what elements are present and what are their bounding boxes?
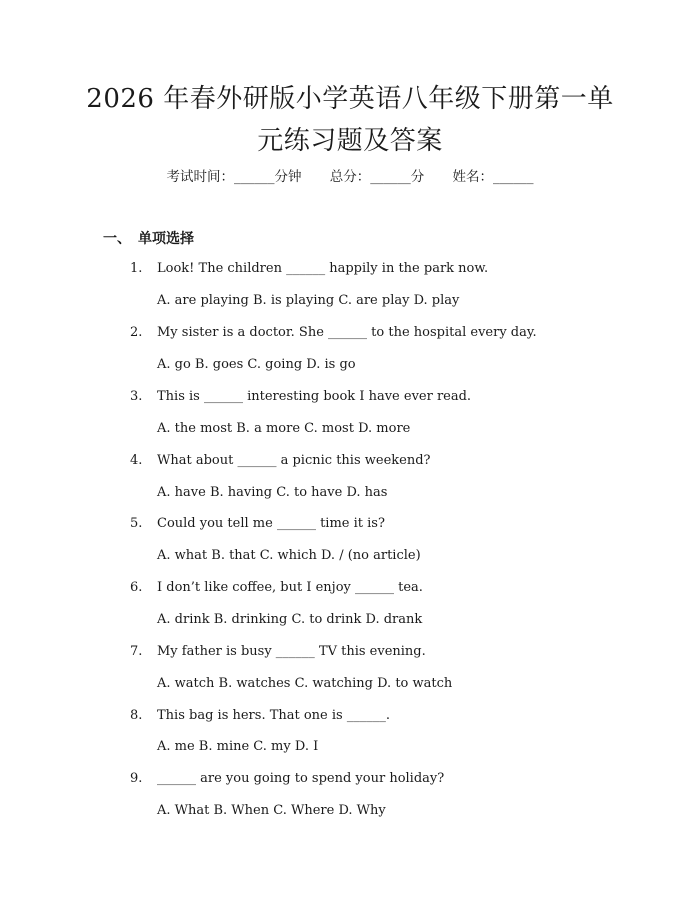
question-number: 5. [130, 516, 143, 531]
question [130, 642, 650, 662]
total-score: 总分：______分 [329, 169, 425, 185]
question [130, 259, 650, 279]
question-number: 1. [130, 261, 143, 276]
section-number: 一、 [103, 231, 131, 247]
question-text: This is ______ interesting book I have ever read. [157, 389, 472, 404]
exam-meta [0, 166, 700, 188]
question-options: A. me B. mine C. my D. I [157, 739, 319, 754]
question-number: 3. [130, 389, 143, 404]
question-text: My sister is a doctor. She ______ to the hospital every day. [157, 325, 537, 340]
question [130, 769, 650, 789]
question-text: ______ are you going to spend your holiday? [157, 771, 445, 786]
question-number: 9. [130, 771, 143, 786]
title-line-1: 2026 年春外研版小学英语八年级下册第一单 [86, 84, 614, 114]
question-options: A. the most B. a more C. most D. more [157, 421, 411, 436]
question-options: A. are playing B. is playing C. are play D. play [157, 293, 460, 308]
title-line-2: 元练习题及答案 [257, 126, 443, 156]
question-number: 7. [130, 644, 143, 659]
section-title: 单项选择 [138, 231, 194, 247]
question-number: 2. [130, 325, 143, 340]
exam-time: 考试时间：______分钟 [166, 169, 302, 185]
question-options: A. What B. When C. Where D. Why [157, 803, 386, 818]
question-text: Look! The children ______ happily in the park now. [157, 261, 489, 276]
question [130, 323, 650, 343]
document-title [40, 78, 660, 162]
question-number: 8. [130, 708, 143, 723]
question-text: My father is busy ______ TV this evening. [157, 644, 426, 659]
question-text: This bag is hers. That one is ______. [157, 708, 390, 723]
question-options: A. watch B. watches C. watching D. to watch [157, 676, 453, 691]
question-options: A. what B. that C. which D. / (no article) [157, 548, 421, 563]
question-options: A. drink B. drinking C. to drink D. drank [157, 612, 423, 627]
question [130, 578, 650, 598]
question [130, 387, 650, 407]
question-text: Could you tell me ______ time it is? [157, 516, 385, 531]
question-number: 4. [130, 453, 143, 468]
section-heading [103, 228, 194, 250]
question-number: 6. [130, 580, 143, 595]
question-options: A. have B. having C. to have D. has [157, 485, 388, 500]
question [130, 706, 650, 726]
question-text: What about ______ a picnic this weekend? [157, 453, 431, 468]
question-options: A. go B. goes C. going D. is go [157, 357, 356, 372]
student-name: 姓名：______ [452, 169, 534, 185]
question-text: I don’t like coffee, but I enjoy ______ tea. [157, 580, 423, 595]
question [130, 451, 650, 471]
question [130, 514, 650, 534]
